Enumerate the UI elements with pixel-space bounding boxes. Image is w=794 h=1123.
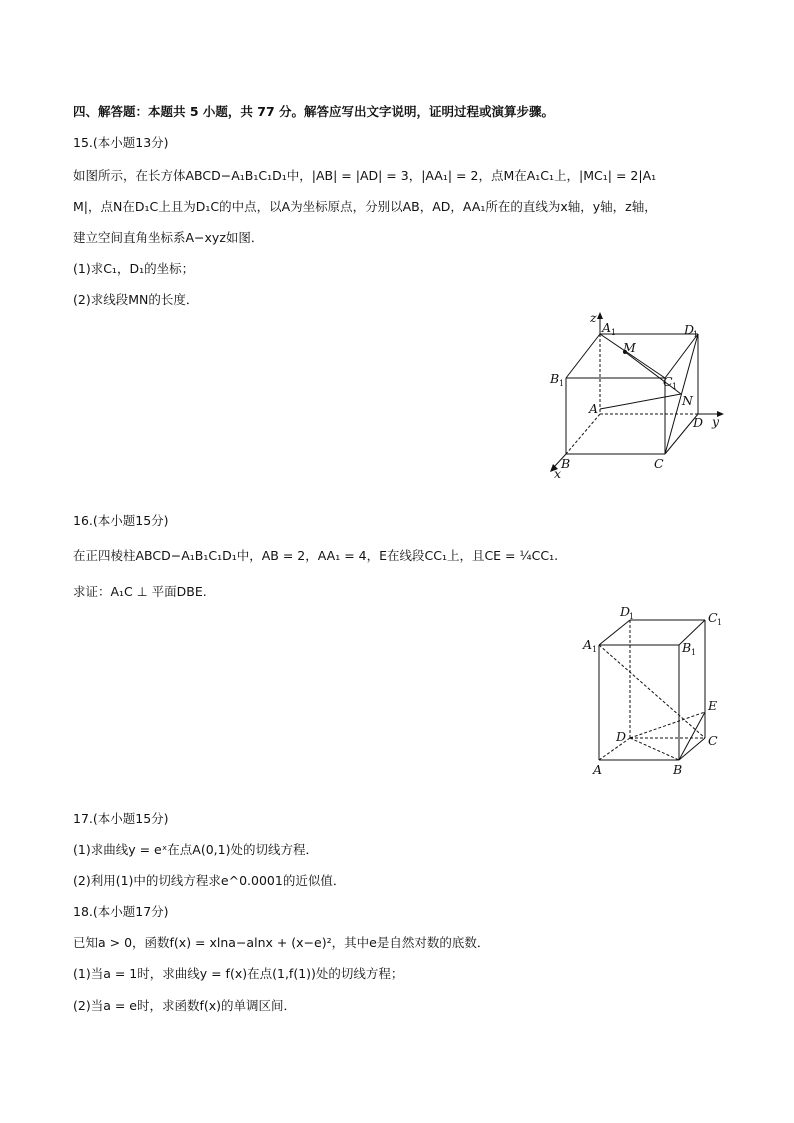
label-y: y — [712, 414, 720, 429]
label-c: C — [708, 733, 718, 748]
q18-heading: 18.(本小题17分) — [73, 904, 169, 919]
label-a: A — [593, 762, 603, 777]
q18-part-2: (2)当a = e时，求函数f(x)的单调区间． — [73, 998, 297, 1013]
label-d1: D — [684, 322, 695, 337]
label-b: B — [561, 456, 571, 471]
label-a: A — [589, 401, 599, 416]
segment-an — [600, 394, 681, 409]
edge-a1b1 — [566, 334, 600, 378]
label-d: D — [616, 729, 627, 744]
svg-text:1: 1 — [611, 328, 617, 337]
hidden-segment-db — [630, 738, 679, 760]
label-n: N — [682, 393, 693, 408]
edge-d1c1 — [665, 334, 698, 378]
z-arrow — [597, 312, 603, 319]
hidden-edge-ab — [566, 414, 600, 454]
q16-heading: 16.(本小题15分) — [73, 513, 169, 528]
hidden-segment-de — [630, 712, 705, 738]
svg-text:1: 1 — [691, 648, 697, 657]
edge-bc — [679, 738, 705, 760]
edge-a1d1 — [599, 620, 630, 645]
label-a1: A — [583, 637, 593, 652]
q18-part-1: (1)当a = 1时，求曲线y = f(x)在点(1,f(1))处的切线方程； — [73, 966, 404, 981]
label-b: B — [673, 762, 683, 777]
section-header: 四、解答题：本题共 5 小题，共 77 分。解答应写出文字说明，证明过程或演算步骤。 — [73, 104, 555, 119]
label-c1: C — [708, 610, 718, 625]
label-b1: B — [550, 371, 560, 386]
label-x: x — [554, 466, 562, 481]
svg-text:1: 1 — [717, 618, 723, 627]
svg-text:1: 1 — [592, 645, 598, 654]
q15-heading: 15.(本小题13分) — [73, 135, 169, 150]
label-c1: C — [663, 374, 673, 389]
q15-part-1: (1)求C₁，D₁的坐标； — [73, 261, 195, 276]
svg-text:1: 1 — [629, 612, 635, 621]
label-d: D — [693, 415, 704, 430]
q17-part-1: (1)求曲线y = eˣ在点A(0,1)处的切线方程． — [73, 842, 318, 857]
q18-line-1: 已知a > 0，函数f(x) = xlna−alnx + (x−e)²，其中e是自然对数的底数． — [73, 935, 490, 950]
svg-text:1: 1 — [693, 330, 699, 339]
label-b1: B — [682, 640, 692, 655]
q17-part-2: (2)利用(1)中的切线方程求e^0.0001的近似值． — [73, 873, 346, 888]
q15-cuboid-figure — [540, 306, 730, 481]
q15-line-2: M|，点N在D₁C上且为D₁C的中点，以A为坐标原点，分别以AB，AD，AA₁所在的直线为x轴，y轴，z轴， — [73, 199, 657, 214]
q16-line-2: 求证：A₁C ⊥ 平面DBE. — [73, 584, 207, 599]
svg-text:1: 1 — [559, 379, 565, 388]
label-a1: A — [602, 320, 612, 335]
label-c: C — [654, 456, 664, 471]
label-z: z — [590, 310, 597, 325]
label-e: E — [708, 698, 718, 713]
hidden-segment-a1c — [599, 645, 705, 738]
q15-part-2: (2)求线段MN的长度． — [73, 292, 199, 307]
svg-text:1: 1 — [672, 382, 678, 391]
q16-line-1: 在正四棱柱ABCD−A₁B₁C₁D₁中，AB = 2，AA₁ = 4，E在线段CC₁上，且CE = ¼CC₁. — [73, 548, 559, 563]
q17-heading: 17.(本小题15分) — [73, 811, 169, 826]
q15-line-1: 如图所示，在长方体ABCD−A₁B₁C₁D₁中，|AB| = |AD| = 3，|AA₁| = 2，点M在A₁C₁上，|MC₁| = 2|A₁ — [73, 168, 657, 183]
q15-line-3: 建立空间直角坐标系A−xyz如图． — [73, 230, 264, 245]
q16-prism-figure — [575, 600, 735, 780]
label-d1: D — [620, 604, 631, 619]
label-m: M — [623, 340, 636, 355]
